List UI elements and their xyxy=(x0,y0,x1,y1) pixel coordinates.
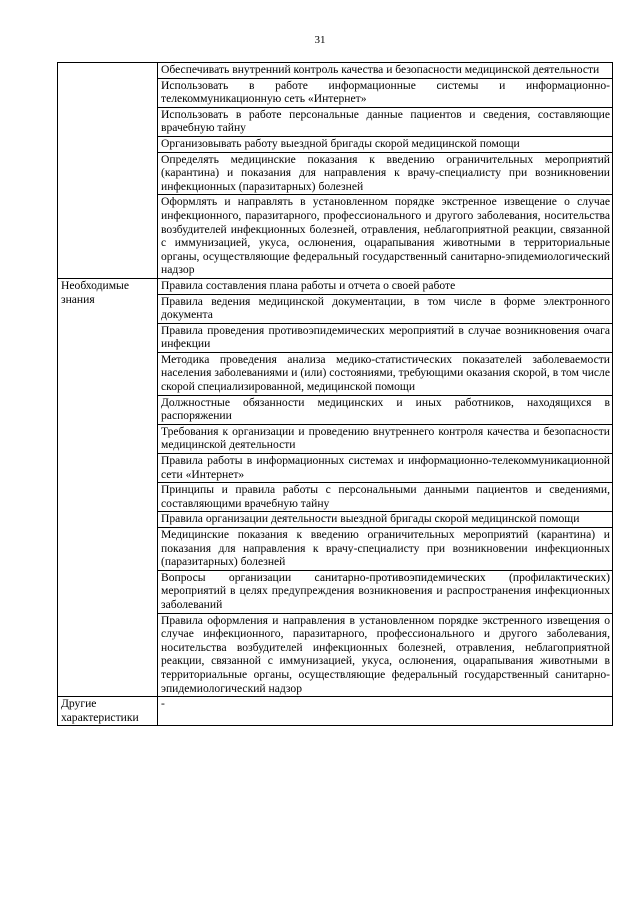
knowledge-cell xyxy=(158,278,613,294)
skill-item-text: Определять медицинские показания к введению ограничительных мероприятий (карантина) и показания для направления к врачу-специалисту при возникновении инфекционных (паразитарных) болезней xyxy=(161,152,610,193)
knowledge-cell xyxy=(158,294,613,323)
knowledge-cell xyxy=(158,528,613,571)
knowledge-label: Необходимые знания xyxy=(61,278,129,306)
knowledge-item-text: Методика проведения анализа медико-статистических показателей заболеваемости населения заболеваниями и (или) состояниями, требующими оказания скорой, в том числе скорой специализированной, медицинской помощи xyxy=(161,352,610,394)
skill-item-text: Организовывать работу выездной бригады скорой медицинской помощи xyxy=(161,136,520,150)
skill-item-text: Обеспечивать внутренний контроль качества и безопасности медицинской деятельности xyxy=(161,63,600,76)
knowledge-cell xyxy=(158,570,613,613)
knowledge-cell xyxy=(158,352,613,395)
knowledge-cell xyxy=(158,454,613,483)
knowledge-item-text: Правила оформления и направления в установленном порядке экстренного извещения о случае инфекционного, паразитарного, профессионального и другого заболевания, носительства возбудителей инфекционных болезней, отравления, неблагоприятной реакции, связанной с иммунизацией, укуса, ослюнения, оцарапывания животными в территориальные органы, осуществляющие федеральный государственный санитарно-эпидемиологический надзор xyxy=(161,613,610,695)
other-value: - xyxy=(161,697,165,711)
knowledge-item-text: Правила организации деятельности выездной бригады скорой медицинской помощи xyxy=(161,512,580,526)
skill-cell xyxy=(158,78,613,107)
skill-cell xyxy=(158,195,613,279)
knowledge-cell xyxy=(158,323,613,352)
skill-item-text: Оформлять и направлять в установленном порядке экстренное извещение о случае инфекционного, паразитарного, профессионального и другого заболевания, носительства возбудителей инфекционных болезней, отравления, неблагоприятной реакции, связанной с иммунизацией, укуса, ослюнения, оцарапывания животными в территориальные органы, осуществляющие федеральный государственный санитарно-эпидемиологический надзор xyxy=(161,195,610,277)
knowledge-item-text: Правила ведения медицинской документации, в том числе в форме электронного документа xyxy=(161,294,610,322)
competency-table xyxy=(57,62,613,726)
knowledge-cell xyxy=(158,483,613,512)
knowledge-cell xyxy=(158,512,613,528)
knowledge-label-cell xyxy=(58,278,158,696)
skill-item-text: Использовать в работе персональные данные пациентов и сведения, составляющие врачебную тайну xyxy=(161,107,610,135)
skills-label-cell xyxy=(58,63,158,279)
knowledge-item-text: Правила работы в информационных системах и информационно-телекоммуникационной сети «Интернет» xyxy=(161,454,610,481)
knowledge-item-text: Требования к организации и проведению внутреннего контроля качества и безопасности медицинской деятельности xyxy=(161,424,610,452)
knowledge-cell xyxy=(158,395,613,424)
skill-cell xyxy=(158,63,613,79)
knowledge-item-text: Медицинские показания к введению ограничительных мероприятий (карантина) и показания для направления к врачу-специалисту при возникновении инфекционных (паразитарных) болезней xyxy=(161,528,610,569)
skill-item-text: Использовать в работе информационные системы и информационно-телекоммуникационную сеть «Интернет» xyxy=(161,78,610,106)
knowledge-cell xyxy=(158,613,613,697)
knowledge-item-text: Правила составления плана работы и отчета о своей работе xyxy=(161,278,456,292)
other-label: Другие характеристики xyxy=(61,697,139,724)
knowledge-cell xyxy=(158,424,613,453)
knowledge-item-text: Правила проведения противоэпидемических мероприятий в случае возникновения очага инфекции xyxy=(161,323,610,351)
skill-cell xyxy=(158,136,613,152)
skill-cell xyxy=(158,152,613,195)
other-label-cell xyxy=(58,697,158,726)
page-number: 31 xyxy=(314,34,326,46)
table-row xyxy=(58,278,613,294)
knowledge-item-text: Должностные обязанности медицинских и иных работников, находящихся в распоряжении xyxy=(161,395,610,423)
other-value-cell xyxy=(158,697,613,726)
competency-table-body xyxy=(58,63,613,726)
knowledge-item-text: Принципы и правила работы с персональными данными пациентов и сведениями, составляющими врачебную тайну xyxy=(161,483,610,510)
skill-cell xyxy=(158,107,613,136)
knowledge-item-text: Вопросы организации санитарно-противоэпидемических (профилактических) мероприятий в целях предупреждения возникновения и распространения инфекционных заболеваний xyxy=(161,570,610,611)
table-row xyxy=(58,697,613,726)
table-row xyxy=(58,63,613,79)
